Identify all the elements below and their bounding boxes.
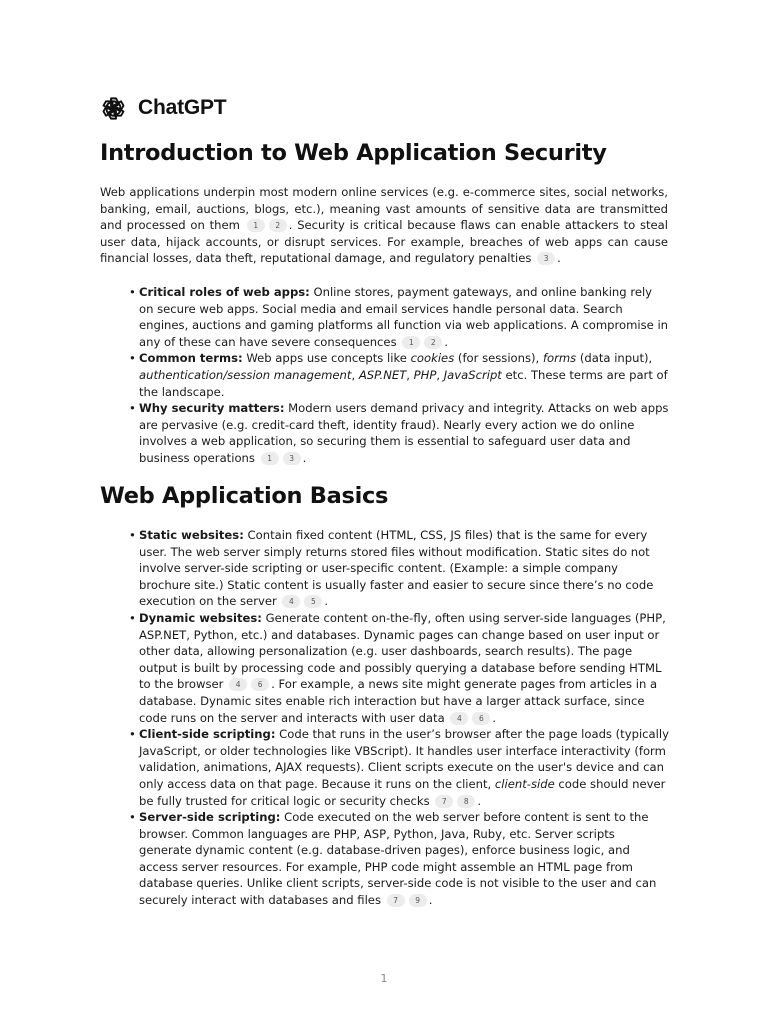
citation-badge[interactable]: 8 [457, 795, 475, 808]
bullet-text: , [406, 367, 414, 382]
list-item [139, 809, 669, 909]
citation-badge[interactable]: 3 [537, 252, 555, 265]
intro-paragraph [100, 184, 668, 267]
intro-text-3: . [557, 251, 561, 266]
list-item [139, 726, 669, 809]
citation-badge[interactable]: 4 [229, 678, 247, 691]
bullet-text: code should never be fully trusted for critical logic or security checks [139, 776, 666, 808]
citation-badge[interactable]: 9 [409, 894, 427, 907]
bullet-text: Online stores, payment gateways, and online banking rely on secure web apps. Social media and email services handle personal data. Search engines, auctions and gaming platforms all function via web applications. A compromise in any of these can have severe consequences [139, 285, 669, 349]
openai-logo-icon [100, 95, 127, 122]
citation-badge[interactable]: 2 [269, 219, 287, 232]
bullet-label: Client-side scripting: [139, 727, 276, 742]
bullet-text: , [351, 367, 359, 382]
bullet-label: Dynamic websites: [139, 610, 262, 625]
bullet-end: . [444, 334, 448, 349]
citation-badge[interactable]: 2 [424, 336, 442, 349]
bullet-text: Generate content on-the-fly, often using server-side languages (PHP, ASP.NET, Python, etc.) and databases. Dynamic pages can change based on user input or other data, allowing personalization (e.g. user dashboards, search results). The page output is built by processing code and possibly querying a database before sending HTML to the browser [139, 610, 666, 692]
list-item [139, 400, 669, 466]
citation-badge[interactable]: 5 [304, 595, 322, 608]
bullet-label: Static websites: [139, 528, 244, 542]
term-italic: cookies [410, 351, 455, 366]
citation-badge[interactable]: 3 [283, 452, 301, 465]
citation-badge[interactable]: 4 [282, 595, 300, 608]
citation-badge[interactable]: 6 [251, 678, 269, 691]
intro-text-2: . Security is critical because flaws can enable attackers to steal user data, hijack accounts, or disrupt services. For example, breaches of web apps can cause financial losses, data theft, reputational damage, and regulatory penalties [100, 218, 669, 266]
brand-logo [100, 93, 226, 123]
term-italic: ASP.NET [358, 367, 407, 382]
list-item [139, 610, 669, 726]
bullet-text: , [436, 367, 444, 382]
bullet-label: Critical roles of web apps: [139, 285, 310, 299]
bullet-end: . [477, 793, 481, 808]
bullet-text: . For example, a news site might generate pages from articles in a database. Dynamic sites enable rich interaction but have a larger attack surface, since code runs on the server and interacts with user data [139, 677, 658, 725]
bullet-text: Code that runs in the user’s browser after the page loads (typically JavaScript, or older technologies like VBScript). It handles user interface interactivity (form validation, animations, AJAX requests). Client scripts execute on the user's device and can only access data on that page. Because it runs on the client, [139, 727, 669, 791]
basics-bullet-list [139, 527, 669, 909]
bullet-text: Web apps use concepts like [242, 351, 411, 366]
citation-badge[interactable]: 4 [450, 712, 468, 725]
list-item [139, 527, 669, 610]
section-title-intro: Introduction to Web Application Security [100, 140, 607, 166]
citation-badge[interactable]: 6 [472, 712, 490, 725]
page-number: 1 [380, 972, 388, 985]
term-italic: authentication/session management [139, 367, 352, 382]
citation-badge[interactable]: 7 [435, 795, 453, 808]
bullet-end: . [302, 450, 307, 465]
term-italic: forms [542, 351, 577, 366]
section-title-basics: Web Application Basics [100, 483, 389, 509]
bullet-label: Common terms: [139, 351, 243, 366]
bullet-end: . [324, 594, 329, 609]
list-item [139, 284, 669, 350]
brand-name: ChatGPT [138, 96, 227, 119]
bullet-end: . [492, 710, 497, 725]
citation-badge[interactable]: 1 [261, 452, 279, 465]
bullet-label: Server-side scripting: [139, 810, 281, 825]
citation-badge[interactable]: 1 [402, 336, 420, 349]
bullet-text: Contain fixed content (HTML, CSS, JS files) that is the same for every user. The web server simply returns stored files without modification. Static sites do not involve server-side scripting or user-specific content. (Example: a simple company brochure site.) Static content is usually faster and easier to secure since there’s no code execution on the server [139, 528, 654, 609]
list-item [139, 350, 669, 400]
bullet-text: Code executed on the web server before content is sent to the browser. Common languages are PHP, ASP, Python, Java, Ruby, etc. Server scripts generate dynamic content (e.g. database-driven pages), enforce business logic, and access server resources. For example, PHP code might assemble an HTML page from database queries. Unlike client scripts, server-side code is not visible to the user and can securely interact with databases and files [139, 810, 657, 908]
citation-badge[interactable]: 1 [247, 219, 265, 232]
bullet-text: Modern users demand privacy and integrity. Attacks on web apps are pervasive (e.g. credit-card theft, identity fraud). Nearly every action we do online involves a web application, so securing them is essential to safeguard user data and business operations [139, 401, 669, 465]
term-italic: JavaScript [443, 367, 502, 382]
bullet-text: (for sessions), [454, 351, 543, 366]
bullet-text: etc. These terms are part of the landscape. [139, 367, 668, 399]
citation-badge[interactable]: 7 [387, 894, 405, 907]
bullet-end: . [428, 893, 433, 908]
bullet-text: (data input), [576, 351, 653, 366]
bullet-label: Why security matters: [139, 401, 285, 416]
term-italic: client-side [494, 776, 555, 791]
term-italic: PHP [413, 367, 437, 382]
intro-text-1: Web applications underpin most modern online services (e.g. e-commerce sites, social networks, banking, email, auctions, blogs, etc.), meaning vast amounts of sensitive data are transmitted and processed on them [100, 185, 668, 233]
intro-bullet-list [139, 284, 669, 467]
